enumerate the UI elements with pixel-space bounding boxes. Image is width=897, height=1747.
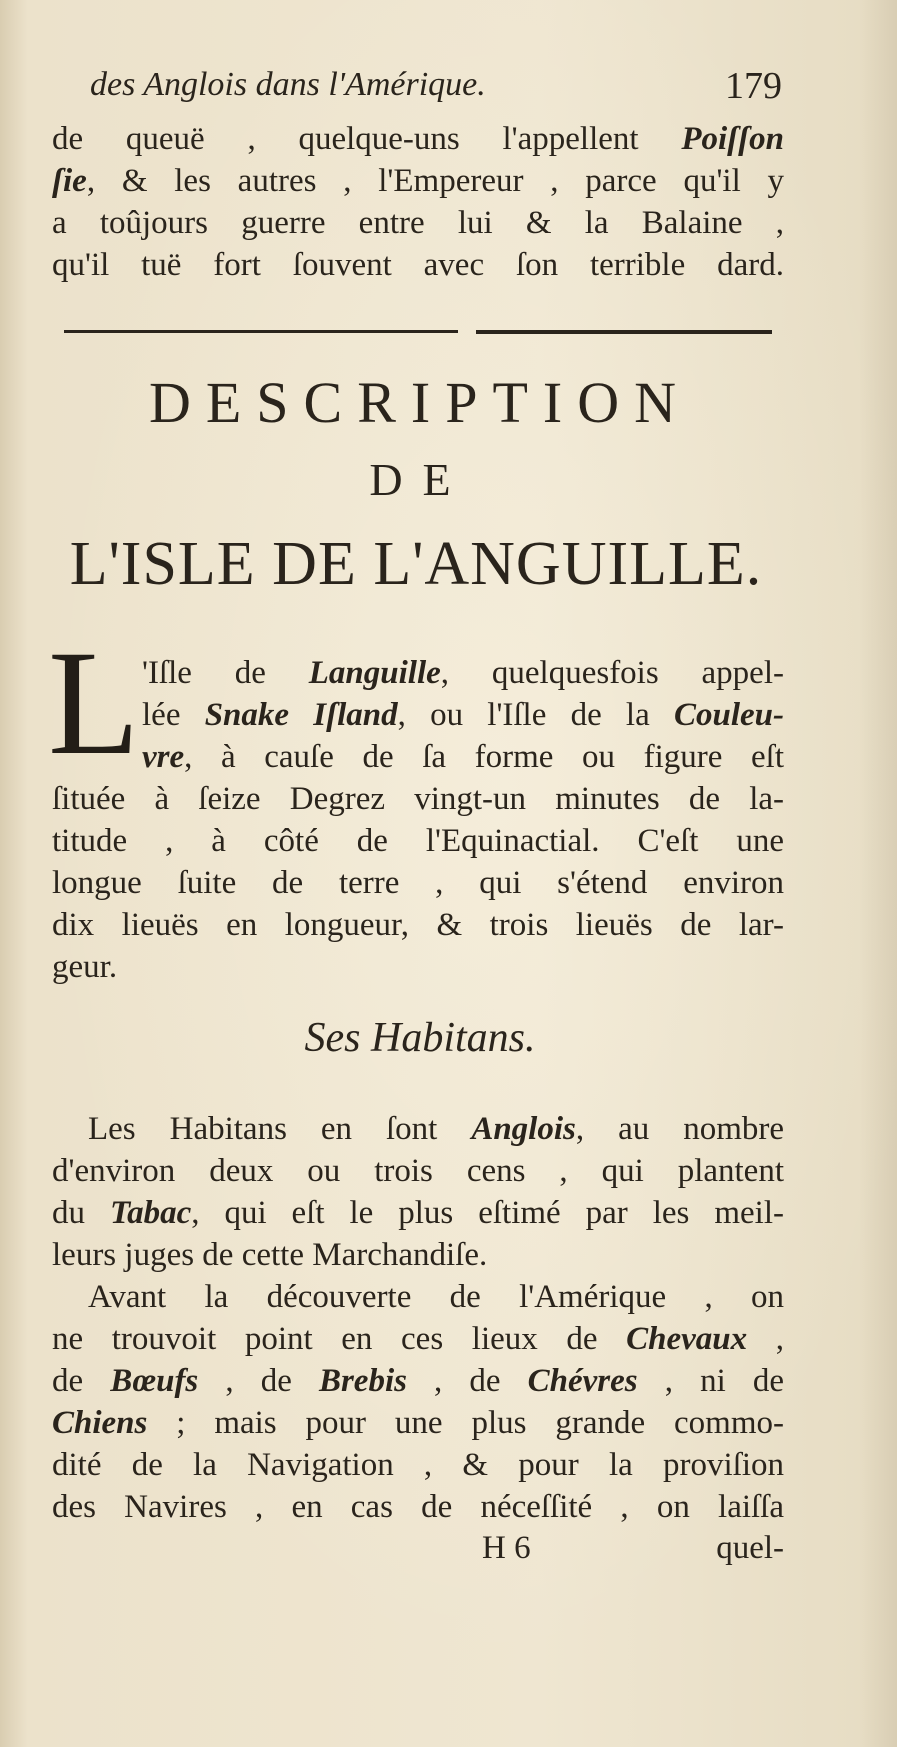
text-line: Les Habitans en ſont Anglois, au nombre xyxy=(88,1111,784,1147)
text-line: qu'il tuë fort ſouvent avec ſon terrible dard. xyxy=(52,247,784,283)
text-line: a toûjours guerre entre lui & la Balaine , xyxy=(52,205,784,241)
text-line: dix lieuës en longueur, & trois lieuës de lar- xyxy=(52,907,784,943)
text-line: d'environ deux ou trois cens , qui plantent xyxy=(52,1153,784,1189)
text-line: ſituée à ſeize Degrez vingt-un minutes de la- xyxy=(52,781,784,817)
text-line: de queuë , quelque-uns l'appellent Poiſſon xyxy=(52,121,784,157)
paragraph-island-description xyxy=(52,652,784,988)
page-footer xyxy=(52,1530,784,1576)
text-line: dité de la Navigation , & pour la proviſion xyxy=(52,1447,784,1483)
text-line: geur. xyxy=(52,949,118,985)
text-line: du Tabac, qui eſt le plus eſtimé par les meil- xyxy=(52,1195,784,1231)
paragraph-inhabitants xyxy=(52,1108,784,1276)
continued-text xyxy=(52,118,784,286)
section-heading-of: DE xyxy=(369,454,471,505)
text-line: lée Snake Iſland, ou l'Iſle de la Couleu- xyxy=(142,697,784,733)
section-rule-left xyxy=(64,330,458,333)
text-line: ne trouvoit point en ces lieux de Chevaux , xyxy=(52,1321,784,1357)
text-line: leurs juges de cette Marchandiſe. xyxy=(52,1237,488,1273)
drop-cap-letter: L xyxy=(48,620,140,786)
signature-mark: H 6 xyxy=(482,1530,531,1566)
text-line: titude , à côté de l'Equinactial. C'eſt une xyxy=(52,823,784,859)
section-heading-place: L'ISLE DE L'ANGUILLE. xyxy=(69,530,763,598)
running-header xyxy=(90,66,782,118)
text-line: Chiens ; mais pour une plus grande commo- xyxy=(52,1405,784,1441)
text-line: Avant la découverte de l'Amérique , on xyxy=(88,1279,784,1315)
text-line: longue ſuite de terre , qui s'étend environ xyxy=(52,865,784,901)
catchword: quel- xyxy=(716,1530,784,1566)
text-line: de Bœufs , de Brebis , de Chévres , ni de xyxy=(52,1363,784,1399)
text-line: ſie, & les autres , l'Empereur , parce qu'il y xyxy=(52,163,784,199)
section-heading-description: DESCRIPTION xyxy=(148,370,692,435)
subheading-inhabitants: Ses Habitans. xyxy=(304,1015,536,1061)
text-line: 'Iſle de Languille, quelquesfois appel- xyxy=(142,655,784,691)
text-line: des Navires , en cas de néceſſité , on laiſſa xyxy=(52,1489,784,1525)
page-number: 179 xyxy=(725,65,782,107)
running-title: des Anglois dans l'Amérique. xyxy=(90,66,486,103)
section-rule-right xyxy=(476,330,772,334)
paragraph-discovery xyxy=(52,1276,784,1528)
text-line: vre, à cauſe de ſa forme ou figure eſt xyxy=(142,739,784,775)
